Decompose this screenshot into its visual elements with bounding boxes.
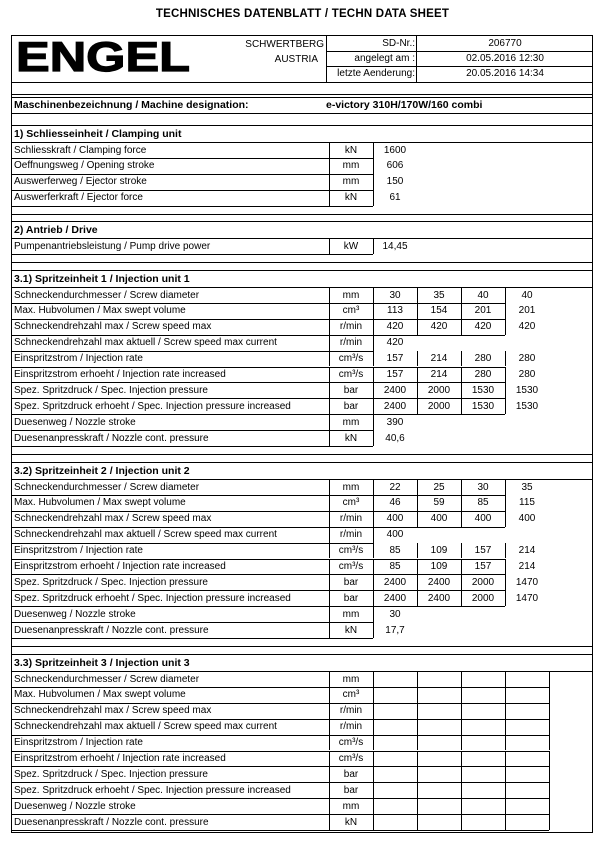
row-value: 280: [474, 353, 492, 365]
changed-label: letzte Aenderung:: [337, 68, 415, 79]
section-title: 3.2) Spritzeinheit 2 / Injection unit 2: [14, 465, 190, 477]
engel-logo: [16, 40, 192, 73]
row-value: 2000: [471, 592, 495, 604]
row-value: 400: [386, 529, 404, 541]
row-unit: kN: [344, 816, 358, 828]
row-unit: cm³/s: [338, 545, 364, 557]
row-value: 35: [433, 289, 445, 301]
row-label: Einspritzstrom erhoeht / Injection rate increased: [14, 561, 226, 572]
row-unit: mm: [342, 481, 360, 493]
row-value: 2400: [383, 592, 407, 604]
row-unit: r/min: [339, 529, 363, 541]
row-value: 420: [386, 321, 404, 333]
row-label: Duesenanpresskraft / Nozzle cont. pressure: [14, 624, 209, 636]
location-city: SCHWERTBERG: [245, 39, 324, 50]
row-value: 1470: [515, 592, 539, 604]
row-value: 2000: [471, 576, 495, 588]
row-value: 14,45: [382, 240, 408, 252]
row-label: Max. Hubvolumen / Max swept volume: [14, 305, 186, 317]
row-value: 109: [430, 561, 448, 572]
row-label: Spez. Spritzdruck / Spec. Injection pressure: [14, 384, 208, 396]
changed-value: 20.05.2016 14:34: [466, 68, 544, 79]
row-value: 85: [477, 497, 489, 509]
created-label: angelegt am :: [354, 53, 415, 64]
row-value: 30: [389, 608, 401, 620]
row-label: Schneckendrehzahl max / Screw speed max: [14, 513, 212, 525]
row-unit: r/min: [339, 513, 363, 525]
sd-number-value: 206770: [488, 38, 522, 49]
row-value: 109: [430, 545, 448, 557]
row-value: 150: [386, 176, 404, 188]
row-value: 400: [474, 513, 492, 525]
row-value: 420: [386, 337, 404, 349]
row-value: 157: [474, 561, 492, 572]
row-unit: cm³: [342, 305, 360, 317]
row-label: Einspritzstrom / Injection rate: [14, 545, 143, 557]
row-unit: cm³/s: [338, 737, 364, 749]
row-value: 1530: [471, 400, 495, 412]
row-value: 420: [518, 321, 536, 333]
row-value: 113: [387, 305, 403, 317]
row-label: Schneckendurchmesser / Screw diameter: [14, 481, 200, 493]
row-value: 85: [389, 545, 401, 557]
machine-label: Maschinenbezeichnung / Machine designation:: [14, 99, 249, 111]
row-label: Einspritzstrom / Injection rate: [14, 737, 143, 749]
row-label: Duesenweg / Nozzle stroke: [14, 416, 136, 428]
row-value: 115: [519, 497, 535, 509]
svg-text:ENGEL: ENGEL: [16, 40, 190, 73]
row-value: 201: [474, 305, 492, 317]
row-unit: kW: [343, 240, 359, 252]
row-value: 400: [386, 513, 404, 525]
row-label: Schneckendurchmesser / Screw diameter: [14, 673, 200, 685]
row-unit: r/min: [339, 721, 363, 733]
row-unit: mm: [342, 800, 360, 812]
row-value: 2400: [383, 576, 407, 588]
row-label: Schneckendrehzahl max aktuell / Screw speed max current: [14, 337, 277, 349]
row-value: 2400: [427, 592, 451, 604]
row-unit: mm: [342, 608, 360, 620]
row-value: 157: [386, 369, 404, 380]
row-label: Duesenweg / Nozzle stroke: [14, 800, 136, 812]
row-value: 280: [518, 353, 536, 365]
row-unit: cm³: [342, 497, 360, 509]
row-unit: kN: [344, 192, 358, 204]
row-value: 1600: [383, 144, 407, 156]
row-value: 157: [386, 353, 404, 365]
row-unit: mm: [342, 289, 360, 301]
section-title: 3.3) Spritzeinheit 3 / Injection unit 3: [14, 657, 190, 669]
row-label: Spez. Spritzdruck erhoeht / Spec. Injection pressure increased: [14, 784, 291, 796]
created-value: 02.05.2016 12:30: [466, 53, 544, 64]
row-label: Duesenanpresskraft / Nozzle cont. pressure: [14, 816, 209, 828]
row-unit: bar: [343, 400, 359, 412]
row-value: 30: [389, 289, 401, 301]
row-value: 1530: [471, 384, 495, 396]
section-title: 3.1) Spritzeinheit 1 / Injection unit 1: [14, 273, 190, 285]
row-label: Schneckendrehzahl max aktuell / Screw speed max current: [14, 721, 277, 733]
section-title: 1) Schliesseinheit / Clamping unit: [14, 128, 182, 140]
row-value: 40: [477, 289, 489, 301]
row-value: 280: [518, 369, 536, 380]
row-unit: cm³/s: [338, 561, 364, 572]
row-unit: mm: [342, 673, 360, 685]
row-value: 2000: [427, 384, 451, 396]
row-value: 2400: [383, 400, 407, 412]
row-value: 1530: [515, 400, 539, 412]
row-label: Spez. Spritzdruck erhoeht / Spec. Injection pressure increased: [14, 592, 291, 604]
row-value: 17,7: [385, 624, 405, 636]
row-label: Auswerferweg / Ejector stroke: [14, 176, 147, 188]
row-label: Schneckendrehzahl max aktuell / Screw speed max current: [14, 529, 277, 541]
row-label: Max. Hubvolumen / Max swept volume: [14, 689, 186, 701]
row-value: 606: [386, 160, 404, 172]
row-unit: mm: [342, 176, 360, 188]
row-value: 1530: [515, 384, 539, 396]
row-value: 2000: [427, 400, 451, 412]
row-value: 214: [430, 369, 448, 380]
page-title: TECHNISCHES DATENBLATT / TECHN DATA SHEET: [155, 8, 450, 20]
row-label: Schliesskraft / Clamping force: [14, 144, 147, 156]
section-title: 2) Antrieb / Drive: [14, 224, 98, 236]
sd-number-label: SD-Nr.:: [382, 38, 415, 49]
row-value: 400: [518, 513, 536, 525]
row-value: 420: [430, 321, 448, 333]
row-unit: cm³/s: [338, 369, 364, 380]
row-value: 35: [521, 481, 533, 493]
row-label: Spez. Spritzdruck erhoeht / Spec. Injection pressure increased: [14, 400, 291, 412]
row-unit: r/min: [339, 337, 363, 349]
row-value: 40: [521, 289, 533, 301]
row-value: 2400: [427, 576, 451, 588]
row-label: Schneckendrehzahl max / Screw speed max: [14, 321, 212, 333]
row-value: 420: [474, 321, 492, 333]
row-unit: cm³: [342, 689, 360, 701]
row-label: Max. Hubvolumen / Max swept volume: [14, 497, 186, 509]
row-value: 1470: [515, 576, 539, 588]
row-unit: bar: [343, 768, 359, 780]
row-value: 214: [430, 353, 448, 365]
row-unit: r/min: [339, 321, 363, 333]
row-unit: bar: [343, 384, 359, 396]
row-label: Schneckendurchmesser / Screw diameter: [14, 289, 200, 301]
row-value: 85: [389, 561, 401, 572]
location-country: AUSTRIA: [274, 54, 318, 65]
row-value: 400: [430, 513, 448, 525]
row-value: 40,6: [385, 432, 405, 444]
row-value: 154: [430, 305, 448, 317]
row-label: Duesenanpresskraft / Nozzle cont. pressure: [14, 432, 209, 444]
row-unit: bar: [343, 576, 359, 588]
row-unit: kN: [344, 624, 358, 636]
row-value: 214: [518, 561, 536, 572]
row-value: 214: [518, 545, 536, 557]
row-unit: cm³/s: [338, 353, 364, 365]
row-unit: r/min: [339, 705, 363, 717]
row-value: 201: [518, 305, 536, 317]
row-label: Schneckendrehzahl max / Screw speed max: [14, 705, 212, 717]
row-value: 25: [433, 481, 445, 493]
row-label: Pumpenantriebsleistung / Pump drive power: [14, 240, 211, 252]
row-unit: mm: [342, 160, 360, 172]
row-value: 280: [474, 369, 492, 380]
row-value: 30: [477, 481, 489, 493]
row-unit: bar: [343, 784, 359, 796]
machine-value: e-victory 310H/170W/160 combi: [326, 99, 483, 111]
row-unit: bar: [343, 592, 359, 604]
row-unit: mm: [342, 416, 360, 428]
row-value: 46: [389, 497, 401, 509]
row-label: Einspritzstrom / Injection rate: [14, 353, 143, 365]
row-label: Spez. Spritzdruck / Spec. Injection pressure: [14, 576, 208, 588]
row-value: 59: [433, 497, 445, 509]
row-value: 2400: [383, 384, 407, 396]
row-unit: cm³/s: [338, 753, 364, 764]
row-unit: kN: [344, 432, 358, 444]
row-value: 390: [386, 416, 404, 428]
row-label: Auswerferkraft / Ejector force: [14, 192, 143, 204]
row-unit: kN: [344, 144, 358, 156]
row-value: 157: [474, 545, 492, 557]
row-label: Spez. Spritzdruck / Spec. Injection pressure: [14, 768, 208, 780]
row-value: 61: [389, 192, 401, 204]
row-value: 22: [389, 481, 401, 493]
row-label: Einspritzstrom erhoeht / Injection rate increased: [14, 369, 226, 380]
row-label: Duesenweg / Nozzle stroke: [14, 608, 136, 620]
row-label: Einspritzstrom erhoeht / Injection rate increased: [14, 753, 226, 764]
data-sheet: [11, 35, 593, 833]
row-label: Oeffnungsweg / Opening stroke: [14, 160, 155, 172]
